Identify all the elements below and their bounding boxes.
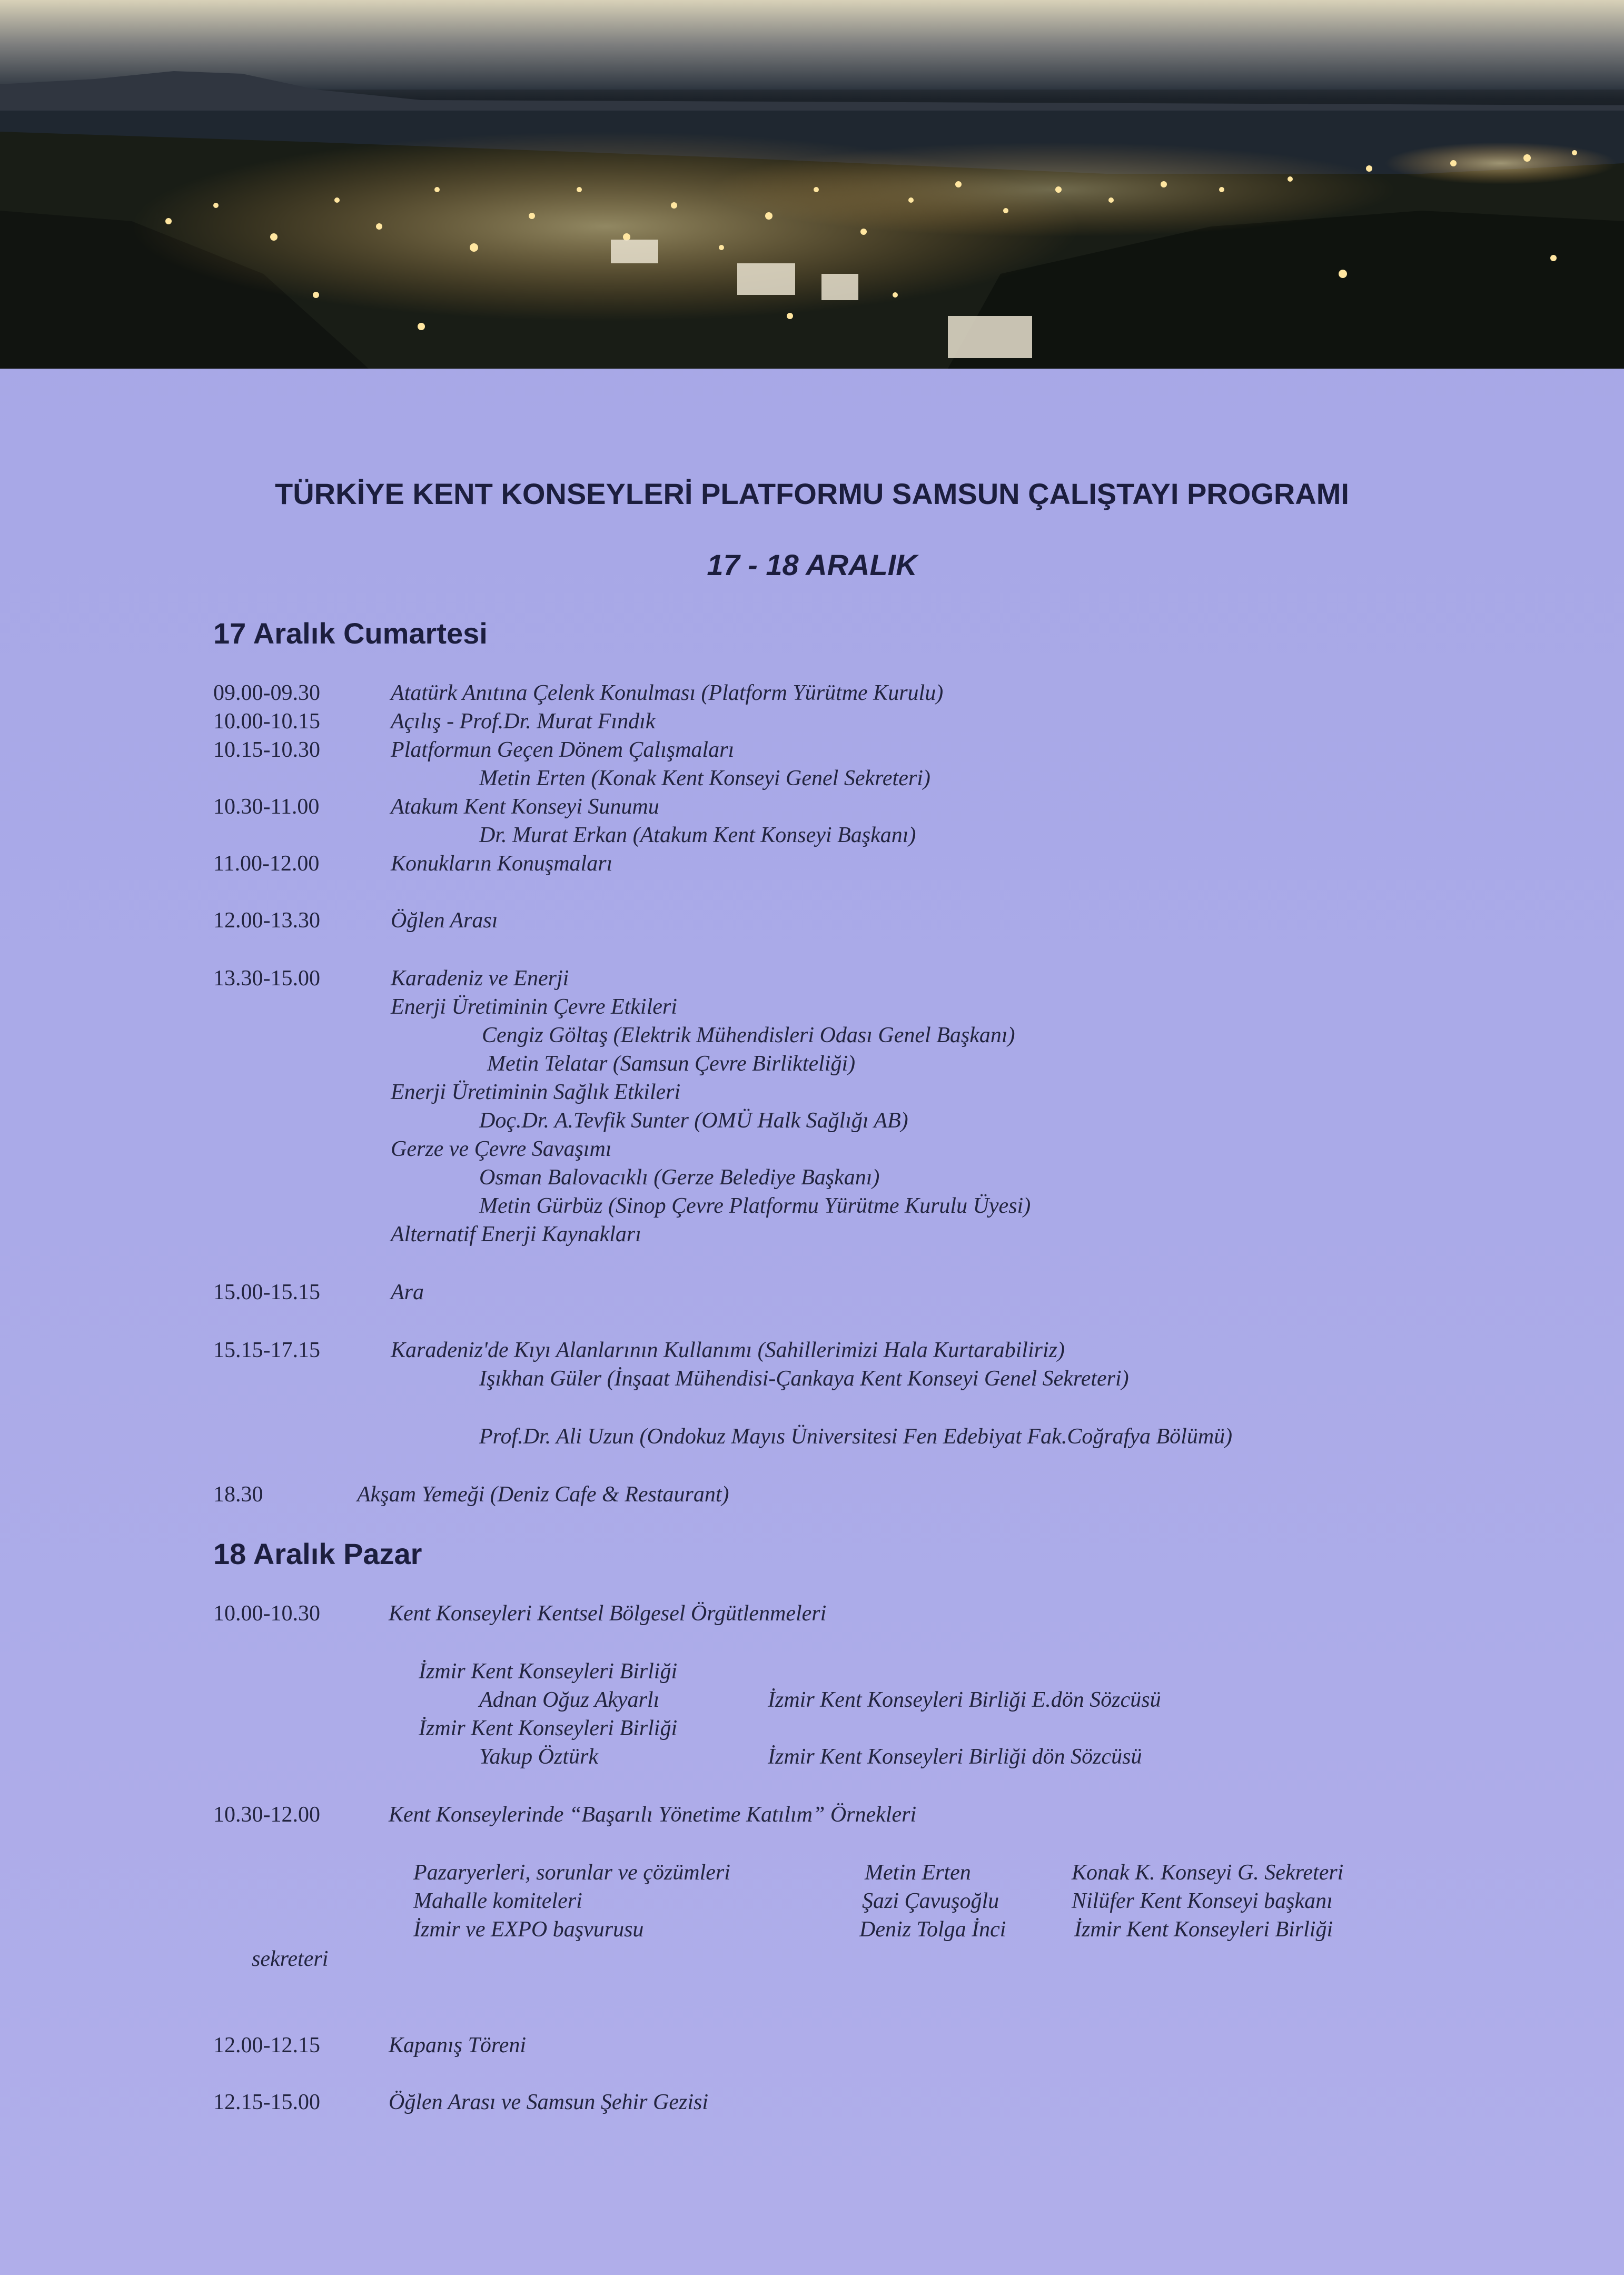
speaker-cengiz-goltas: Cengiz Göltaş (Elektrik Mühendisleri Odası Genel Başkanı) (482, 1023, 1015, 1047)
role-nilufer: Nilüfer Kent Konseyi başkanı (1072, 1889, 1333, 1913)
session-wreath: Atatürk Anıtına Çelenk Konulması (Platform Yürütme Kurulu) (391, 681, 944, 705)
session-opening: Açılış - Prof.Dr. Murat Fındık (391, 709, 656, 734)
topic-pazaryerleri: Pazaryerleri, sorunlar ve çözümleri (413, 1861, 730, 1885)
speaker-osman-balovacikli: Osman Balovacıklı (Gerze Belediye Başkanı) (479, 1165, 880, 1190)
session-platform-work: Platformun Geçen Dönem Çalışmaları (391, 738, 735, 762)
session-closing: Kapanış Töreni (389, 2033, 526, 2058)
day1-heading: 17 Aralık Cumartesi (213, 617, 488, 650)
speaker-sazi-cavusoglu: Şazi Çavuşoğlu (862, 1889, 999, 1913)
session-regional-org: Kent Konseyleri Kentsel Bölgesel Örgütlenmeleri (389, 1601, 827, 1626)
program-dates: 17 - 18 ARALIK (707, 548, 917, 581)
day2-heading: 18 Aralık Pazar (213, 1537, 422, 1570)
role-yakup-ozturk: İzmir Kent Konseyleri Birliği dön Sözcüsü (768, 1745, 1142, 1769)
time-1015: 10.15-10.30 (213, 738, 320, 762)
session-black-sea-energy: Karadeniz ve Enerji (391, 966, 569, 991)
session-break: Ara (391, 1280, 424, 1304)
speaker-metin-telatar: Metin Telatar (Samsun Çevre Birlikteliği) (487, 1052, 856, 1076)
speaker-murat-erkan: Dr. Murat Erkan (Atakum Kent Konseyi Başkanı) (479, 823, 916, 847)
time-1030: 10.30-11.00 (213, 795, 320, 819)
org-izmir-1: İzmir Kent Konseyleri Birliği (419, 1659, 678, 1684)
org-izmir-2: İzmir Kent Konseyleri Birliği (419, 1716, 678, 1740)
topic-alternative-energy: Alternatif Enerji Kaynakları (391, 1222, 641, 1247)
speaker-ali-uzun: Prof.Dr. Ali Uzun (Ondokuz Mayıs Üniversitesi Fen Edebiyat Fak.Coğrafya Bölümü) (479, 1425, 1233, 1449)
time-d2-1030: 10.30-12.00 (213, 1803, 320, 1827)
time-0900: 09.00-09.30 (213, 681, 320, 705)
role-izmir-union: İzmir Kent Konseyleri Birliği (1074, 1917, 1333, 1942)
session-guest-speeches: Konukların Konuşmaları (391, 852, 613, 876)
topic-expo: İzmir ve EXPO başvurusu (413, 1917, 644, 1942)
topic-energy-health: Enerji Üretiminin Sağlık Etkileri (391, 1080, 681, 1104)
speaker-metin-erten: Metin Erten (Konak Kent Konseyi Genel Sekreteri) (479, 766, 930, 790)
speaker-adnan-akyarli: Adnan Oğuz Akyarlı (479, 1688, 660, 1712)
time-d2-1200: 12.00-12.15 (213, 2033, 320, 2058)
session-atakum: Atakum Kent Konseyi Sunumu (391, 795, 659, 819)
topic-energy-environment: Enerji Üretiminin Çevre Etkileri (391, 995, 677, 1019)
session-city-tour: Öğlen Arası ve Samsun Şehir Gezisi (389, 2090, 709, 2114)
program-title: TÜRKİYE KENT KONSEYLERİ PLATFORMU SAMSUN ÇALIŞTAYI PROGRAMI (275, 477, 1349, 510)
time-d2-1215: 12.15-15.00 (213, 2090, 320, 2114)
time-1330: 13.30-15.00 (213, 966, 320, 991)
session-coastal-use: Karadeniz'de Kıyı Alanlarının Kullanımı (Sahillerimizi Hala Kurtarabiliriz) (391, 1338, 1065, 1362)
role-konak: Konak K. Konseyi G. Sekreteri (1072, 1861, 1344, 1885)
speaker-deniz-tolga-inci: Deniz Tolga İnci (859, 1917, 1006, 1942)
speaker-tevfik-sunter: Doç.Dr. A.Tevfik Sunter (OMÜ Halk Sağlığı AB) (479, 1109, 908, 1133)
topic-mahalle: Mahalle komiteleri (413, 1889, 582, 1913)
role-adnan-akyarli: İzmir Kent Konseyleri Birliği E.dön Sözcüsü (768, 1688, 1161, 1712)
time-1000: 10.00-10.15 (213, 709, 320, 734)
speaker-isikhan-guler: Işıkhan Güler (İnşaat Mühendisi-Çankaya Kent Konseyi Genel Sekreteri) (479, 1367, 1129, 1391)
night-city-photo (0, 0, 1624, 369)
time-1830: 18.30 (213, 1482, 263, 1507)
topic-gerze: Gerze ve Çevre Savaşımı (391, 1137, 612, 1161)
time-d2-1000: 10.00-10.30 (213, 1601, 320, 1626)
city-lights-illustration (0, 0, 1624, 369)
speaker-metin-erten-2: Metin Erten (865, 1861, 971, 1885)
role-wrap-sekreteri: sekreteri (252, 1947, 329, 1971)
session-dinner: Akşam Yemeği (Deniz Cafe & Restaurant) (357, 1482, 729, 1507)
time-1515: 15.15-17.15 (213, 1338, 320, 1362)
session-participation-examples: Kent Konseylerinde “Başarılı Yönetime Katılım” Örnekleri (389, 1803, 917, 1827)
speaker-metin-gurbuz: Metin Gürbüz (Sinop Çevre Platformu Yürütme Kurulu Üyesi) (479, 1194, 1031, 1218)
time-1200: 12.00-13.30 (213, 908, 320, 933)
session-lunch: Öğlen Arası (391, 908, 498, 933)
time-1100: 11.00-12.00 (213, 852, 320, 876)
time-1500: 15.00-15.15 (213, 1280, 320, 1304)
speaker-yakup-ozturk: Yakup Öztürk (479, 1745, 598, 1769)
